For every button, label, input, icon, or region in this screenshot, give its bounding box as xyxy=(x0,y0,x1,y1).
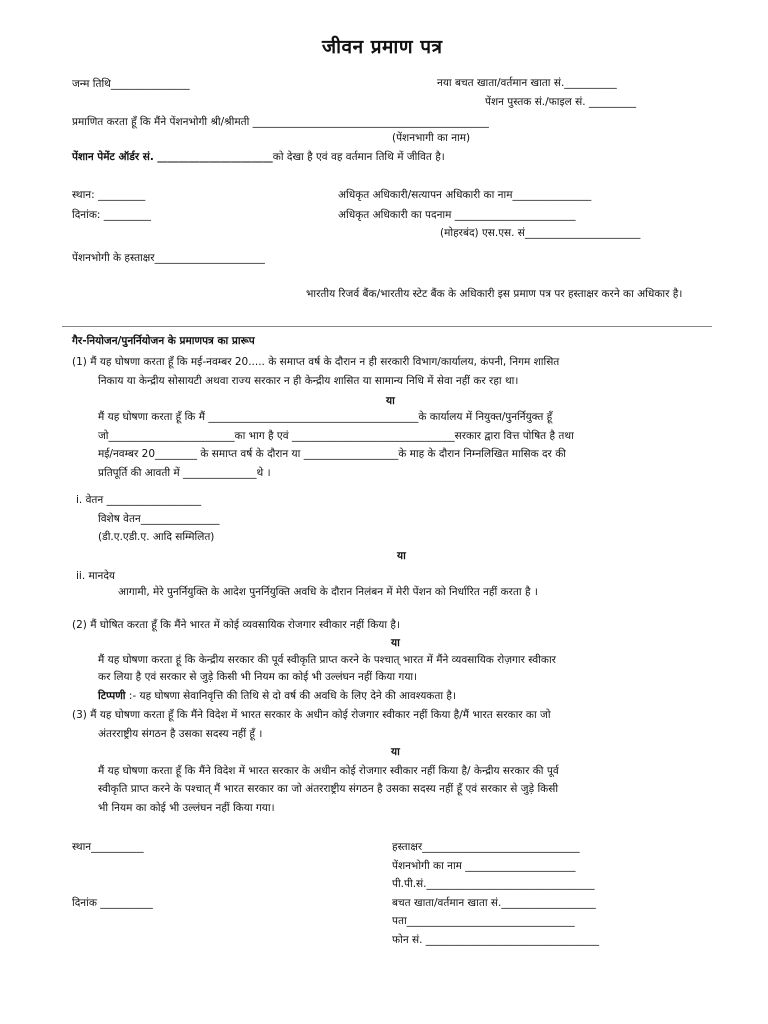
seal-field: (मोहरबंद) एस.एस. सं______________________ xyxy=(440,227,641,239)
pension-book-field: पेंशन पुस्तक सं./फाइल सं. _________ xyxy=(485,96,637,108)
honorarium-label: ii. मानदेय xyxy=(76,570,116,582)
date-field: दिनांक: _________ xyxy=(72,209,152,221)
authority-note: भारतीय रिजर्व बैंक/भारतीय स्टेट बैंक के अधिकारी इस प्रमाण पत्र पर हस्ताक्षर करने का अधिकार है। xyxy=(306,288,683,300)
declaration-3-line2: अंतरराष्ट्रीय संगठन है उसका सदस्य नहीं हूँ । xyxy=(98,728,263,740)
pensioner-signature-field: पेंशनभोगी के हस्ताक्षर_____________________ xyxy=(72,252,265,264)
declaration-2b-line2: कर लिया है एवं सरकार से जुड़े किसी भी नियम का कोई भी उल्लंघन नहीं किया गया। xyxy=(98,671,418,683)
or-separator: या xyxy=(391,637,400,649)
declaration-3-line1: (3) मैं यह घोषणा करता हूँ कि मैंने विदेश में भारत सरकार के अधीन कोई रोजगार स्वीकार नहीं किया है/मैं भारत सरकार का जो xyxy=(72,709,551,721)
or-separator: या xyxy=(386,395,395,407)
ppo-blank: ______________________ xyxy=(157,151,273,163)
declaration-1-cont: निकाय या केन्द्रीय सोसायटी अथवा राज्य सरकार न ही केन्द्रीय शासित या सामान्य निधि में सेवा नहीं कर रहा था। xyxy=(98,375,519,387)
section-divider xyxy=(62,326,712,327)
declaration-1: (1) मैं यह घोषणा करता हूँ कि मई-नवम्बर 20..... के समाप्त वर्ष के दौरान न ही सरकारी विभाग/कार्यालय, कंपनी, निगम शासित xyxy=(72,356,560,368)
footer-pensioner-name-field: पेंशनभोगी का नाम _____________________ xyxy=(392,860,576,872)
note-text: :- यह घोषणा सेवानिवृत्ति की तिथि से दो वर्ष की अवधि के लिए देने की आवश्यकता है। xyxy=(125,690,456,702)
footer-place-field: स्थान__________ xyxy=(72,841,144,853)
ppo-rest: को देखा है एवं वह वर्तमान तिथि में जीवित है। xyxy=(272,151,445,163)
certify-line: प्रमाणित करता हूँ कि मैंने पेंशनभोगी श्री/श्रीमती _____________________________________________ xyxy=(72,116,489,128)
footer-phone-field: फोन सं. _________________________________ xyxy=(392,934,600,946)
declaration-1b-line2: जो________________________का भाग है एवं _______________________________सरकार द्वारा वित्त पोषित है तथा xyxy=(98,430,574,442)
ppo-label: पेंशान पेमेंट ऑर्डर सं. xyxy=(72,151,154,163)
pensioner-name-caption: (पेंशनभागी का नाम) xyxy=(392,132,471,144)
declaration-2: (2) मैं घोषित करता हूँ कि मैंने भारत में कोई व्यवसायिक रोजगार स्वीकार नहीं किया है। xyxy=(72,619,400,631)
savings-account-field: नया बचत खाता/वर्तमान खाता सं.__________ xyxy=(437,77,617,89)
or-separator: या xyxy=(397,550,406,562)
special-salary-field: विशेष वेतन_______________ xyxy=(98,513,220,525)
document-title: जीवन प्रमाण पत्र xyxy=(322,36,443,58)
non-employment-heading: गैर-नियोजन/पुनर्नियोजन के प्रमाणपत्र का प्रारूप xyxy=(72,335,255,347)
or-separator: या xyxy=(391,746,400,758)
officer-designation-field: अधिकृत अधिकारी का पदनाम _______________________ xyxy=(338,209,576,221)
declaration-3b-line2: स्वीकृति प्राप्त करने के पश्चात् मैं भारत सरकार का जो अंतरराष्ट्रीय संगठन है उसका सदस्य नहीं हूँ एवं सरकार से जुड़े किसी xyxy=(98,783,559,795)
dob-field: जन्म तिथि_______________ xyxy=(72,78,190,90)
declaration-1b-line4: प्रतिपूर्ति की आवती में ______________थे । xyxy=(98,467,271,479)
note-line xyxy=(98,689,456,703)
footer-account-field: बचत खाता/वर्तमान खाता सं.__________________ xyxy=(392,897,596,909)
declaration-3b-line1: मैं यह घोषणा करता हूँ कि मैंने विदेश में भारत सरकार के अधीन कोई रोजगार स्वीकार नहीं किया है/ केन्द्रीय सरकार की पूर्व xyxy=(98,765,559,777)
footer-signature-field: हस्ताक्षर______________________________ xyxy=(392,841,580,853)
declaration-1b-line1: मैं यह घोषणा करता हूँ कि मैं ________________________________________के कार्यालय में नियुक्त/पुनर्नियुक्त हूँ xyxy=(98,411,553,423)
footer-date-field: दिनांक __________ xyxy=(72,897,153,909)
footer-address-field: पता________________________________ xyxy=(392,915,575,927)
da-note: (डी.ए.एडी.ए. आदि सम्मिलित) xyxy=(98,531,215,543)
footer-ppo-field: पी.पी.सं.________________________________ xyxy=(392,878,595,890)
note-label: टिप्पणी xyxy=(98,690,126,702)
honorarium-text: आगामी, मेरे पुनर्नियुक्ति के आदेश पुनर्नियुक्ति अवधि के दौरान निलंबन में मेरी पेंशन को निर्धारित नहीं करता है । xyxy=(118,586,538,598)
officer-name-field: अधिकृत अधिकारी/सत्यापन अधिकारी का नाम_______________ xyxy=(338,189,592,201)
place-field: स्थान: _________ xyxy=(72,189,146,201)
ppo-line xyxy=(72,150,445,164)
declaration-1b-line3: मई/नवम्बर 20________ के समाप्त वर्ष के दौरान या __________________के माह के दौरान निम्नलिखित मासिक दर की xyxy=(98,448,566,460)
declaration-2b-line1: मैं यह घोषणा करता हूं कि केन्द्रीय सरकार की पूर्व स्वीकृति प्राप्त करने के पश्चात् भारत में मैंने व्यवसायिक रोज़गार स्वीकार xyxy=(98,654,556,666)
salary-field: i. वेतन __________________ xyxy=(76,494,202,506)
declaration-3b-line3: भी नियम का कोई भी उल्लंघन नहीं किया गया। xyxy=(98,802,275,814)
